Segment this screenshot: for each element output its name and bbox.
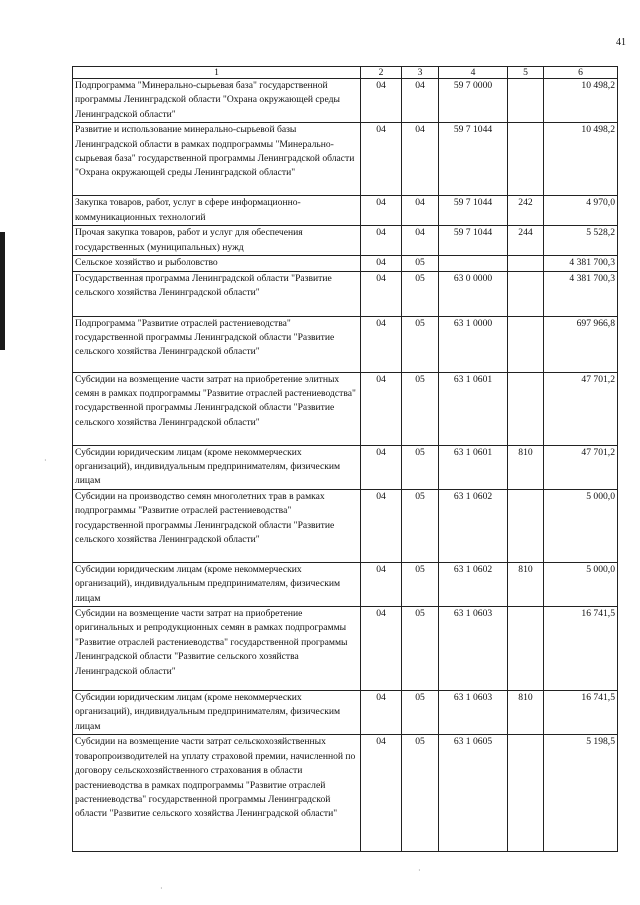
item-name: Развитие и использование минерально-сырьевой базы Ленинградской области в рамках подпрограммы "Минерально-сырьевая база" государственной программы Ленинградской области "Охрана окружающей среды Ленинградской области" (73, 123, 361, 196)
header-cell: 6 (544, 67, 618, 79)
table-row (73, 271, 618, 316)
expense-type-code (508, 607, 544, 691)
table-row (73, 256, 618, 271)
expense-type-code (508, 123, 544, 196)
expense-type-code: 810 (508, 691, 544, 735)
section-code: 04 (361, 445, 402, 489)
subsection-code: 05 (402, 691, 439, 735)
target-article-code: 63 1 0603 (439, 607, 508, 691)
scan-speck: · (160, 884, 163, 893)
section-code: 04 (361, 735, 402, 852)
item-name: Субсидии на возмещение части затрат на приобретение элитных семян в рамках подпрограммы "Развитие отраслей растениеводства" государственной программы Ленинградской области "Развитие сельского хозяйства Ленинградской области" (73, 372, 361, 445)
table-row (73, 489, 618, 562)
subsection-code: 04 (402, 79, 439, 123)
table-row (73, 196, 618, 226)
table-row (73, 123, 618, 196)
target-article-code: 63 1 0601 (439, 372, 508, 445)
binder-mark (0, 232, 5, 350)
amount: 47 701,2 (544, 445, 618, 489)
expense-type-code (508, 489, 544, 562)
subsection-code: 05 (402, 316, 439, 372)
target-article-code: 63 1 0603 (439, 691, 508, 735)
section-code: 04 (361, 196, 402, 226)
subsection-code: 05 (402, 256, 439, 271)
expense-type-code: 244 (508, 226, 544, 256)
target-article-code: 63 0 0000 (439, 271, 508, 316)
target-article-code: 59 7 0000 (439, 79, 508, 123)
table-row (73, 372, 618, 445)
item-name: Субсидии юридическим лицам (кроме некоммерческих организаций), индивидуальным предпринимателям, физическим лицам (73, 691, 361, 735)
section-code: 04 (361, 226, 402, 256)
subsection-code: 05 (402, 445, 439, 489)
expense-type-code (508, 79, 544, 123)
subsection-code: 04 (402, 196, 439, 226)
section-code: 04 (361, 316, 402, 372)
target-article-code (439, 256, 508, 271)
scan-speck: · (44, 456, 47, 465)
amount: 5 198,5 (544, 735, 618, 852)
target-article-code: 63 1 0000 (439, 316, 508, 372)
section-code: 04 (361, 489, 402, 562)
section-code: 04 (361, 691, 402, 735)
table-row (73, 691, 618, 735)
table-row (73, 79, 618, 123)
item-name: Субсидии на возмещение части затрат сельскохозяйственных товаропроизводителей на уплату страховой премии, начисленной по договору сельскохозяйственного страхования в области растениеводства в рамках подпрограммы "Развитие отраслей растениеводства" государственной программы Ленинградской области "Развитие сельского хозяйства Ленинградской области" (73, 735, 361, 852)
target-article-code: 59 7 1044 (439, 196, 508, 226)
amount: 10 498,2 (544, 123, 618, 196)
table-header-row (73, 67, 618, 79)
item-name: Подпрограмма "Развитие отраслей растениеводства" государственной программы Ленинградской области "Развитие сельского хозяйства Ленинградской области" (73, 316, 361, 372)
table-row (73, 316, 618, 372)
amount: 47 701,2 (544, 372, 618, 445)
table-row (73, 735, 618, 852)
section-code: 04 (361, 271, 402, 316)
section-code: 04 (361, 123, 402, 196)
section-code: 04 (361, 607, 402, 691)
section-code: 04 (361, 79, 402, 123)
item-name: Субсидии юридическим лицам (кроме некоммерческих организаций), индивидуальным предпринимателям, физическим лицам (73, 562, 361, 606)
section-code: 04 (361, 562, 402, 606)
amount: 5 528,2 (544, 226, 618, 256)
amount: 16 741,5 (544, 691, 618, 735)
subsection-code: 05 (402, 271, 439, 316)
target-article-code: 59 7 1044 (439, 123, 508, 196)
item-name: Сельское хозяйство и рыболовство (73, 256, 361, 271)
item-name: Прочая закупка товаров, работ и услуг для обеспечения государственных (муниципальных) нужд (73, 226, 361, 256)
subsection-code: 05 (402, 562, 439, 606)
table-body (73, 79, 618, 852)
target-article-code: 63 1 0602 (439, 562, 508, 606)
table-row (73, 445, 618, 489)
amount: 4 381 700,3 (544, 271, 618, 316)
amount: 4 381 700,3 (544, 256, 618, 271)
table-row (73, 562, 618, 606)
expense-type-code (508, 735, 544, 852)
subsection-code: 05 (402, 607, 439, 691)
item-name: Подпрограмма "Минерально-сырьевая база" государственной программы Ленинградской области "Охрана окружающей среды Ленинградской области" (73, 79, 361, 123)
target-article-code: 63 1 0601 (439, 445, 508, 489)
amount: 10 498,2 (544, 79, 618, 123)
header-cell: 2 (361, 67, 402, 79)
target-article-code: 63 1 0602 (439, 489, 508, 562)
budget-table (72, 66, 618, 852)
expense-type-code (508, 256, 544, 271)
subsection-code: 05 (402, 735, 439, 852)
expense-type-code: 242 (508, 196, 544, 226)
section-code: 04 (361, 256, 402, 271)
subsection-code: 04 (402, 226, 439, 256)
expense-type-code (508, 372, 544, 445)
section-code: 04 (361, 372, 402, 445)
header-cell: 1 (73, 67, 361, 79)
amount: 5 000,0 (544, 562, 618, 606)
expense-type-code: 810 (508, 445, 544, 489)
expense-type-code: 810 (508, 562, 544, 606)
amount: 16 741,5 (544, 607, 618, 691)
expense-type-code (508, 316, 544, 372)
subsection-code: 05 (402, 372, 439, 445)
item-name: Государственная программа Ленинградской области "Развитие сельского хозяйства Ленинградской области" (73, 271, 361, 316)
header-cell: 3 (402, 67, 439, 79)
amount: 5 000,0 (544, 489, 618, 562)
expense-type-code (508, 271, 544, 316)
table-row (73, 226, 618, 256)
header-cell: 5 (508, 67, 544, 79)
target-article-code: 59 7 1044 (439, 226, 508, 256)
table-row (73, 607, 618, 691)
header-cell: 4 (439, 67, 508, 79)
target-article-code: 63 1 0605 (439, 735, 508, 852)
item-name: Субсидии юридическим лицам (кроме некоммерческих организаций), индивидуальным предпринимателям, физическим лицам (73, 445, 361, 489)
item-name: Субсидии на возмещение части затрат на приобретение оригинальных и репродукционных семян в рамках подпрограммы "Развитие отраслей растениеводства" государственной программы Ленинградской области "Развитие сельского хозяйства Ленинградской области" (73, 607, 361, 691)
amount: 4 970,0 (544, 196, 618, 226)
subsection-code: 05 (402, 489, 439, 562)
subsection-code: 04 (402, 123, 439, 196)
page-number: 41 (616, 37, 626, 48)
item-name: Субсидии на производство семян многолетних трав в рамках подпрограммы "Развитие отраслей растениеводства" государственной программы Ленинградской области "Развитие сельского хозяйства Ленинградской области" (73, 489, 361, 562)
item-name: Закупка товаров, работ, услуг в сфере информационно-коммуникационных технологий (73, 196, 361, 226)
scan-speck: · (418, 866, 421, 875)
amount: 697 966,8 (544, 316, 618, 372)
